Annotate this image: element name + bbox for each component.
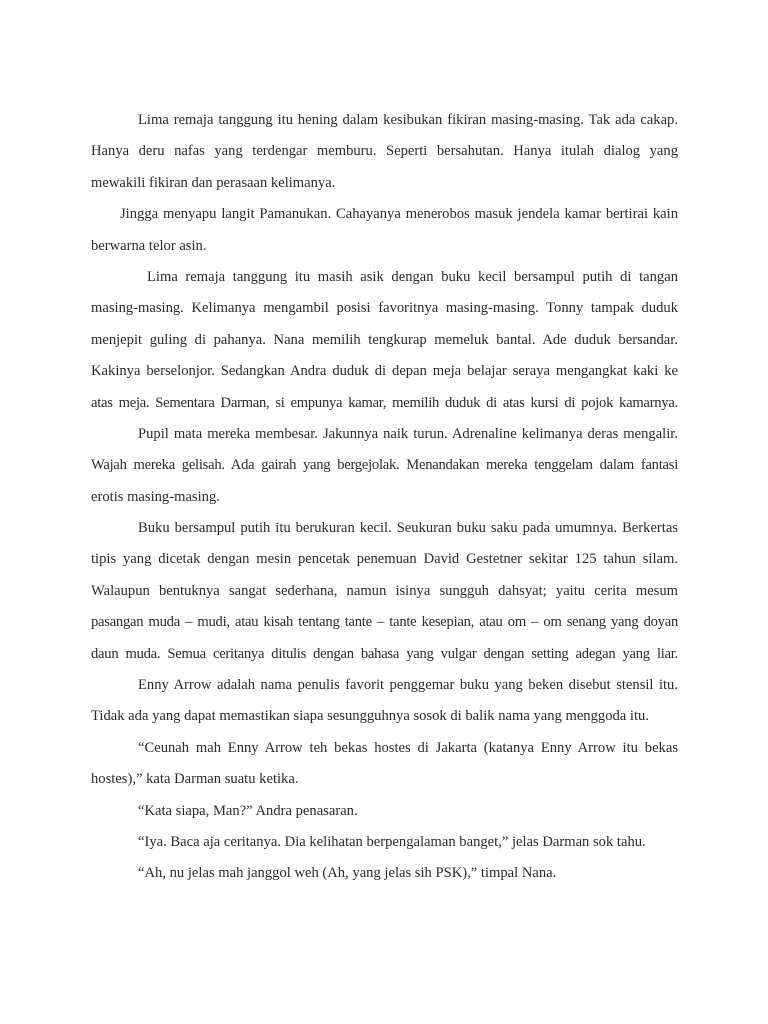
- paragraph-3-line-4: Kakinya berselonjor. Sedangkan Andra duduk di depan meja belajar seraya mengangkat kaki ke: [91, 363, 678, 380]
- paragraph-1-line-1: Lima remaja tanggung itu hening dalam kesibukan fikiran masing-masing. Tak ada cakap.: [138, 112, 678, 128]
- paragraph-4-line-2: Wajah mereka gelisah. Ada gairah yang bergejolak. Menandakan mereka tenggelam dalam fantasi: [91, 457, 678, 474]
- paragraph-3-line-1: Lima remaja tanggung itu masih asik dengan buku kecil bersampul putih di tangan: [147, 268, 678, 285]
- paragraph-6-line-1: Enny Arrow adalah nama penulis favorit penggemar buku yang beken disebut stensil itu.: [138, 677, 678, 694]
- paragraph-7-line-1: “Ceunah mah Enny Arrow teh bekas hostes di Jakarta (katanya Enny Arrow itu bekas: [138, 739, 678, 756]
- paragraph-7-line-2: hostes),” kata Darman suatu ketika.: [91, 771, 299, 788]
- document-body: [91, 105, 678, 890]
- paragraph-5-line-3: Walaupun bentuknya sangat sederhana, namun isinya sungguh dahsyat; yaitu cerita mesum: [91, 582, 678, 599]
- paragraph-1-line-2: Hanya deru nafas yang terdengar memburu. Seperti bersahutan. Hanya itulah dialog yang: [91, 143, 678, 160]
- paragraph-2-line-2: berwarna telor asin.: [91, 237, 207, 254]
- paragraph-3-line-2: masing-masing. Kelimanya mengambil posisi favoritnya masing-masing. Tonny tampak duduk: [91, 300, 678, 317]
- paragraph-1-line-3: mewakili fikiran dan perasaan kelimanya.: [91, 174, 336, 191]
- paragraph-5-line-5: daun muda. Semua ceritanya ditulis dengan bahasa yang vulgar dengan setting adegan yang liar.: [91, 645, 678, 662]
- paragraph-9-line-1: “Iya. Baca aja ceritanya. Dia kelihatan berpengalaman banget,” jelas Darman sok tahu.: [138, 833, 646, 850]
- paragraph-8-line-1: “Kata siapa, Man?” Andra penasaran.: [138, 802, 358, 819]
- paragraph-5-line-2: tipis yang dicetak dengan mesin pencetak penemuan David Gestetner sekitar 125 tahun silam.: [91, 551, 678, 568]
- paragraph-3-line-5: atas meja. Sementara Darman, si empunya kamar, memilih duduk di atas kursi di pojok kamarnya.: [91, 394, 678, 411]
- paragraph-4-line-1: Pupil mata mereka membesar. Jakunnya naik turun. Adrenaline kelimanya deras mengalir.: [138, 425, 678, 442]
- paragraph-3-line-3: menjepit guling di pahanya. Nana memilih tengkurap memeluk bantal. Ade duduk bersandar.: [91, 331, 678, 348]
- paragraph-4-line-3: erotis masing-masing.: [91, 488, 220, 505]
- paragraph-5-line-1: Buku bersampul putih itu berukuran kecil. Seukuran buku saku pada umumnya. Berkertas: [138, 520, 678, 537]
- paragraph-6-line-2: Tidak ada yang dapat memastikan siapa sesungguhnya sosok di balik nama yang menggoda itu.: [91, 708, 649, 725]
- paragraph-5-line-4: pasangan muda – mudi, atau kisah tentang tante – tante kesepian, atau om – om senang yang doyan: [91, 614, 678, 631]
- paragraph-10-line-1: “Ah, nu jelas mah janggol weh (Ah, yang jelas sih PSK),” timpal Nana.: [138, 865, 557, 882]
- paragraph-2-line-1: Jingga menyapu langit Pamanukan. Cahayanya menerobos masuk jendela kamar bertirai kain: [120, 206, 678, 223]
